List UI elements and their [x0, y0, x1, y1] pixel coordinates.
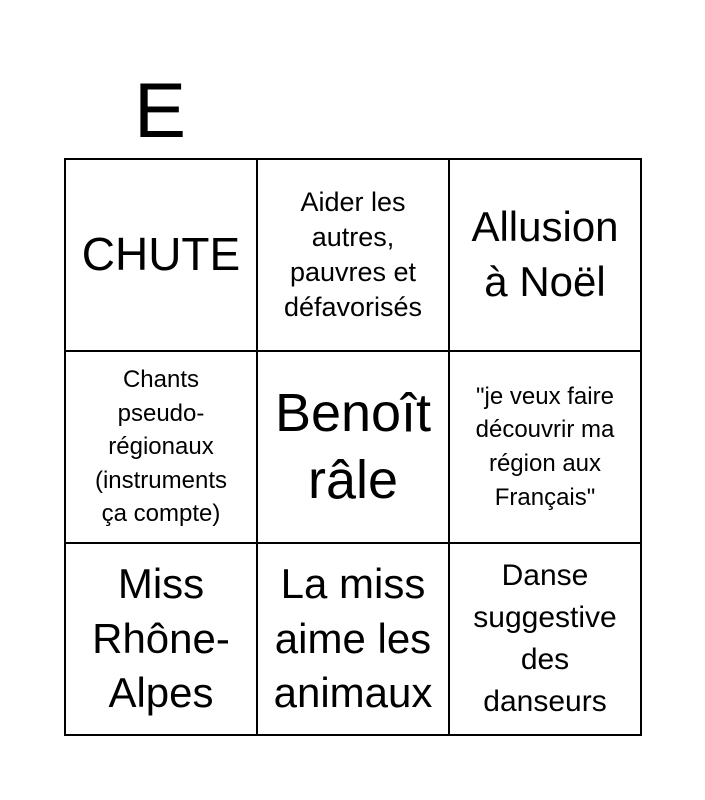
bingo-cell-text: Benoît râle — [274, 382, 432, 510]
bingo-cell-2[interactable] — [258, 160, 450, 352]
bingo-cell-text: Miss Rhône- Alpes — [92, 560, 230, 717]
bingo-cell-text: La miss aime les animaux — [273, 560, 433, 717]
bingo-cell-6[interactable] — [450, 352, 642, 544]
bingo-cell-7[interactable] — [66, 544, 258, 736]
bingo-cell-text: Chants pseudo- régionaux (instruments ça compte) — [94, 366, 228, 528]
column-header-letter: E — [133, 66, 187, 154]
bingo-cell-text: CHUTE — [81, 228, 241, 281]
bingo-cell-9[interactable] — [450, 544, 642, 736]
bingo-cell-1[interactable] — [66, 160, 258, 352]
bingo-cell-text: Allusion à Noël — [471, 203, 619, 305]
bingo-cell-text: "je veux faire découvrir ma région aux Français" — [475, 382, 615, 511]
bingo-grid — [64, 158, 642, 736]
bingo-cell-text: Danse suggestive des danseurs — [473, 559, 617, 718]
bingo-cell-3[interactable] — [450, 160, 642, 352]
bingo-cell-8[interactable] — [258, 544, 450, 736]
bingo-cell-4[interactable] — [66, 352, 258, 544]
bingo-cell-text: Aider les autres, pauvres et défavorisés — [283, 186, 423, 323]
bingo-cell-5[interactable] — [258, 352, 450, 544]
